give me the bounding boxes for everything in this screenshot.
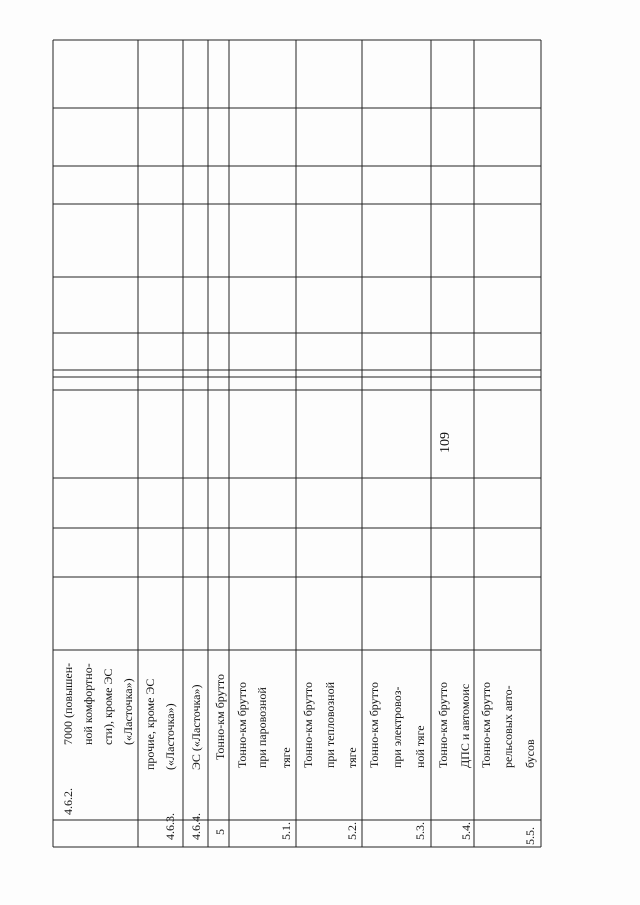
row-code: 5.2. — [345, 822, 359, 840]
page-number: 109 — [438, 432, 453, 453]
row-code: 5.5. — [523, 827, 537, 845]
row-name-line: тяге — [345, 747, 359, 768]
row-code: 5 — [213, 829, 227, 835]
row-name-line: («Ласточка») — [163, 703, 177, 770]
row-name-line: при электровоз- — [390, 686, 404, 768]
row-name-line: Тонно-км брутто — [301, 682, 315, 768]
row-name-line: Тонно-км брутто — [213, 674, 227, 760]
row-code: 4.6.4. — [189, 813, 203, 840]
row-name-line: при тепловозной — [323, 682, 337, 768]
row-name-line: при паровозной — [255, 687, 269, 768]
row-name-line: Тонно-км брутто — [436, 682, 450, 768]
row-name-line: Тонно-км брутто — [235, 682, 249, 768]
row-code: 5.1. — [279, 822, 293, 840]
row-name-line: тяге — [279, 747, 293, 768]
row-name-line: сти), кроме ЭС — [101, 668, 115, 745]
row-name-line: ЭС («Ласточка») — [189, 684, 203, 770]
row-name-line: ной комфортно- — [81, 663, 95, 745]
row-name-line: рельсовых авто- — [501, 685, 515, 768]
row-code: 4.6.3. — [163, 813, 177, 840]
row-code: 4.6.2. — [61, 788, 75, 815]
row-name-line: Тонно-км брутто — [367, 682, 381, 768]
row-name-line: ной тяге — [413, 725, 427, 768]
row-name-line: ДПС и автомоис — [458, 683, 472, 768]
row-name-line: прочие, кроме ЭС — [143, 678, 157, 770]
row-name-line: («Ласточка») — [121, 678, 135, 745]
row-name-line: Тонно-км брутто — [479, 682, 493, 768]
row-name-line: бусов — [523, 739, 537, 768]
row-code: 5.4. — [459, 822, 473, 840]
row-code: 5.3. — [413, 822, 427, 840]
row-name-line: 7000 (повышен- — [61, 662, 75, 745]
